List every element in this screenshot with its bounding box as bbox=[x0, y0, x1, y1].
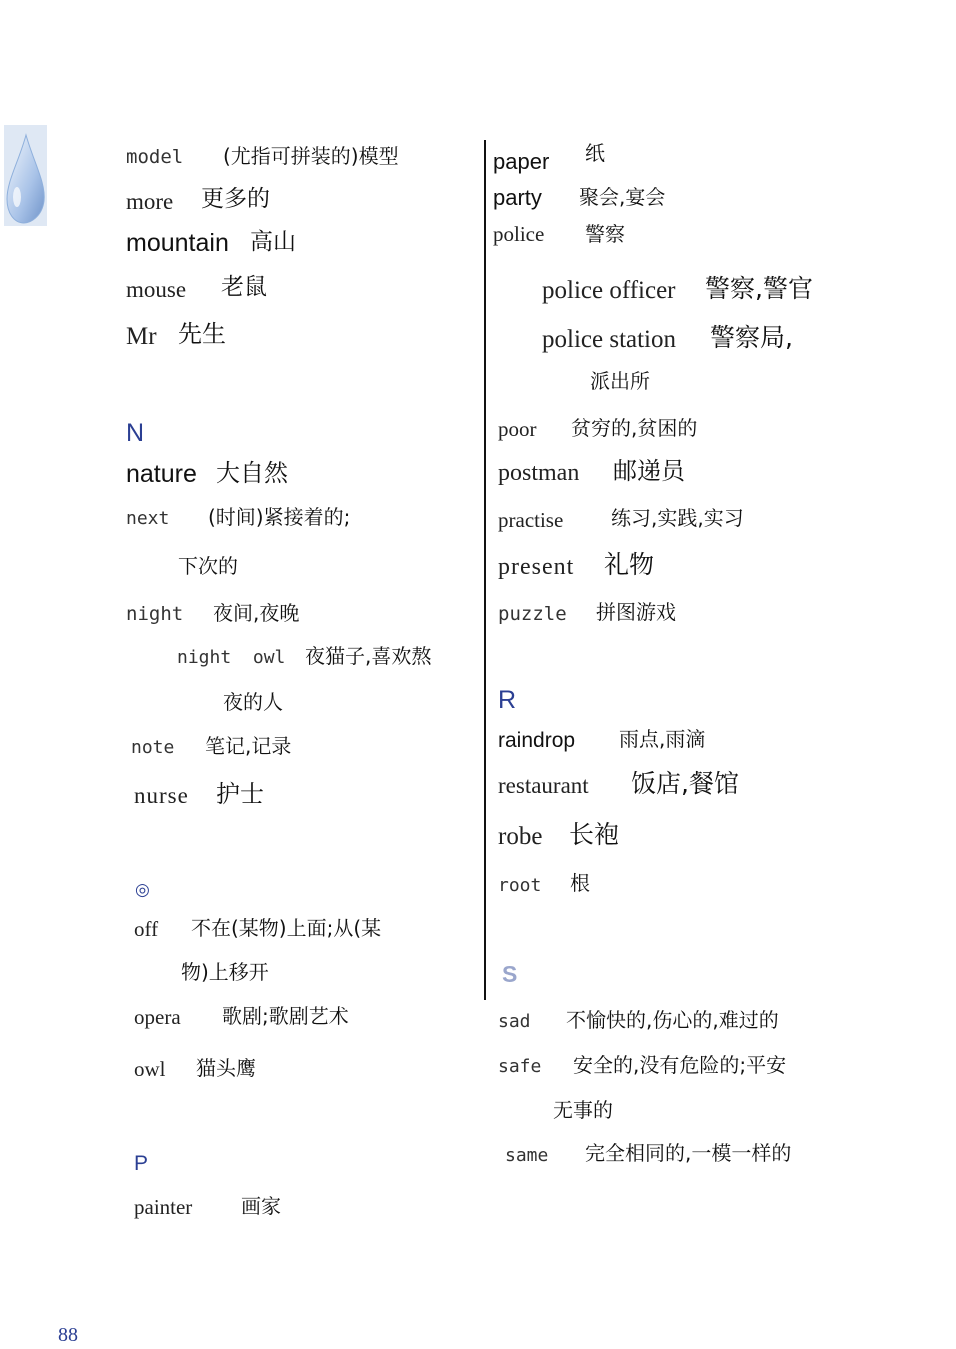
entry-def-night-owl-cont: 夜的人 bbox=[223, 690, 283, 714]
entry-def-mountain: 高山 bbox=[250, 229, 296, 255]
entry-word-mr: Mr bbox=[126, 323, 157, 350]
entry-def-paper: 纸 bbox=[585, 141, 605, 165]
entry-word-mountain: mountain bbox=[126, 229, 229, 257]
entry-def-painter: 画家 bbox=[241, 1194, 281, 1218]
section-letter-p: P bbox=[134, 1152, 149, 1175]
entry-def-note: 笔记,记录 bbox=[205, 734, 292, 758]
entry-word-next: next bbox=[126, 508, 170, 529]
entry-word-present: present bbox=[498, 554, 575, 580]
entry-def-robe: 长袍 bbox=[569, 820, 620, 849]
entry-def-mouse: 老鼠 bbox=[221, 274, 267, 300]
entry-def-safe: 安全的,没有危险的;平安 bbox=[573, 1053, 787, 1077]
entry-word-root: root bbox=[498, 875, 542, 896]
entry-def-party: 聚会,宴会 bbox=[579, 185, 666, 209]
entry-def-nature: 大自然 bbox=[216, 459, 288, 487]
entry-word-robe: robe bbox=[498, 823, 543, 850]
column-divider bbox=[484, 140, 486, 1000]
entry-word-more: more bbox=[126, 189, 174, 214]
entry-word-raindrop: raindrop bbox=[498, 729, 576, 752]
entry-word-night-owl: night owl bbox=[177, 647, 286, 668]
entry-def-restaurant: 饭店,餐馆 bbox=[631, 769, 739, 798]
entry-word-opera: opera bbox=[134, 1005, 181, 1029]
page-number: 88 bbox=[58, 1324, 78, 1346]
entry-def-owl: 猫头鹰 bbox=[196, 1056, 256, 1080]
entry-word-nurse: nurse bbox=[134, 783, 189, 808]
section-letter-n: N bbox=[126, 419, 145, 447]
entry-word-restaurant: restaurant bbox=[498, 773, 589, 798]
entry-word-same: same bbox=[505, 1145, 549, 1166]
entry-def-night: 夜间,夜晚 bbox=[213, 601, 300, 625]
entry-word-model: model bbox=[126, 146, 184, 168]
entry-def-root: 根 bbox=[570, 871, 590, 895]
entry-word-night: night bbox=[126, 603, 184, 625]
water-drop-icon bbox=[4, 125, 47, 226]
entry-word-off: off bbox=[134, 917, 159, 941]
entry-def-police-station-cont: 派出所 bbox=[590, 369, 650, 393]
entry-def-night-owl: 夜猫子,喜欢熬 bbox=[305, 644, 432, 668]
entry-word-owl: owl bbox=[134, 1057, 166, 1081]
entry-word-nature: nature bbox=[126, 460, 197, 488]
entry-def-police: 警察 bbox=[585, 222, 625, 246]
entry-def-off: 不在(某物)上面;从(某 bbox=[191, 916, 382, 940]
section-letter-s: S bbox=[502, 961, 518, 987]
entry-word-paper: paper bbox=[493, 149, 550, 174]
entry-word-postman: postman bbox=[498, 460, 580, 486]
entry-word-party: party bbox=[493, 185, 542, 210]
entry-def-model: (尤指可拼装的)模型 bbox=[223, 144, 399, 168]
section-letter-r: R bbox=[498, 686, 517, 714]
entry-def-puzzle: 拼图游戏 bbox=[596, 600, 676, 624]
entry-word-police-officer: police officer bbox=[542, 277, 676, 304]
entry-word-sad: sad bbox=[498, 1011, 531, 1032]
entry-def-same: 完全相同的,一模一样的 bbox=[585, 1141, 792, 1165]
entry-def-off-cont: 物)上移开 bbox=[181, 960, 269, 984]
entry-word-puzzle: puzzle bbox=[498, 603, 567, 625]
entry-def-opera: 歌剧;歌剧艺术 bbox=[222, 1004, 349, 1028]
entry-word-poor: poor bbox=[498, 417, 537, 441]
entry-word-practise: practise bbox=[498, 508, 564, 532]
entry-def-sad: 不愉快的,伤心的,难过的 bbox=[566, 1008, 779, 1032]
entry-def-police-officer: 警察,警官 bbox=[705, 274, 813, 303]
entry-def-more: 更多的 bbox=[201, 186, 270, 212]
entry-def-safe-cont: 无事的 bbox=[553, 1098, 613, 1122]
entry-word-police: police bbox=[493, 222, 545, 246]
entry-def-postman: 邮递员 bbox=[613, 457, 685, 485]
entry-def-practise: 练习,实践,实习 bbox=[611, 506, 744, 530]
entry-def-police-station: 警察局, bbox=[710, 323, 793, 352]
entry-def-present: 礼物 bbox=[604, 550, 655, 579]
section-letter-o: ◎ bbox=[135, 880, 150, 899]
entry-def-next-cont: 下次的 bbox=[178, 554, 238, 578]
entry-def-nurse: 护士 bbox=[216, 780, 264, 808]
entry-def-poor: 贫穷的,贫困的 bbox=[571, 416, 698, 440]
entry-word-note: note bbox=[131, 737, 175, 758]
entry-def-next: (时间)紧接着的; bbox=[208, 505, 351, 529]
entry-word-safe: safe bbox=[498, 1056, 542, 1077]
entry-word-police-station: police station bbox=[542, 326, 676, 353]
entry-def-mr: 先生 bbox=[178, 320, 226, 348]
entry-def-raindrop: 雨点,雨滴 bbox=[619, 727, 706, 751]
entry-word-painter: painter bbox=[134, 1195, 193, 1219]
entry-word-mouse: mouse bbox=[126, 277, 187, 302]
